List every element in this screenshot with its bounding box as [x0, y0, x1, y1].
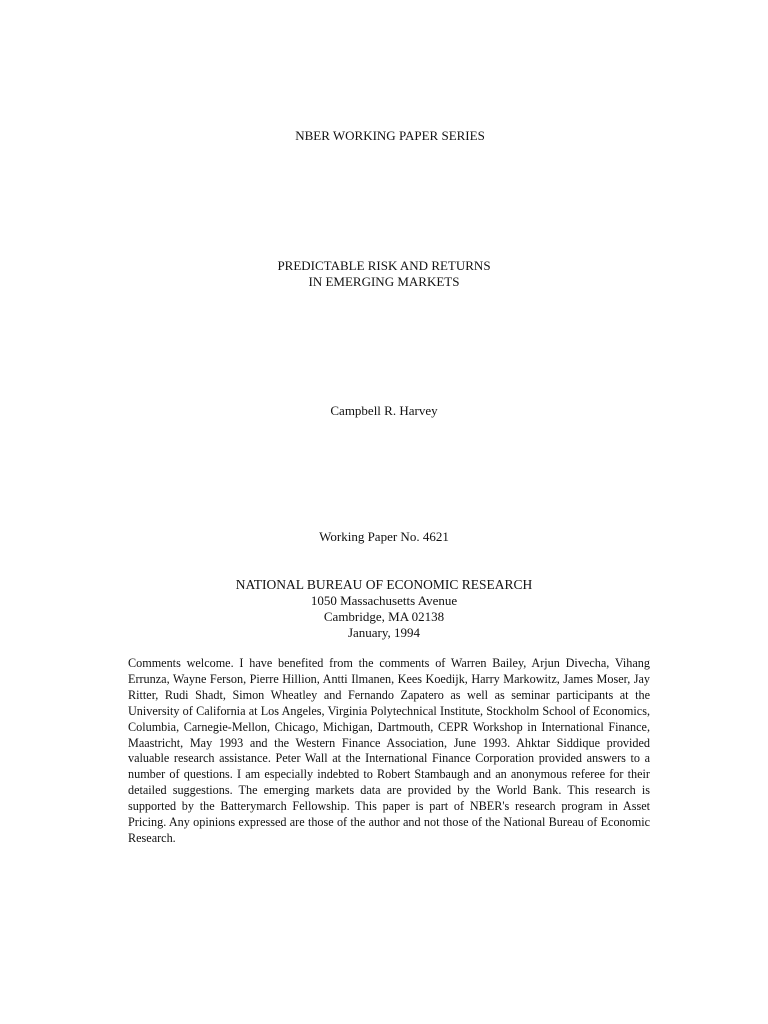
institution-block: [0, 576, 768, 641]
paper-title: [0, 258, 768, 290]
acknowledgement-paragraph: Comments welcome. I have benefited from the comments of Warren Bailey, Arjun Divecha, Vihang Errunza, Wayne Ferson, Pierre Hillion, Antti Ilmanen, Kees Koedijk, Harry Markowitz, James Moser, Jay Ritter, Rudi Shadt, Simon Wheatley and Fernando Zapatero as well as seminar participants at the University of California at Los Angeles, Virginia Polytechnical Institute, Stockholm School of Economics, Columbia, Carnegie-Mellon, Chicago, Michigan, Dartmouth, CEPR Workshop in International Finance, Maastricht, May 1993 and the Western Finance Association, June 1993. Ahktar Siddique provided valuable research assistance. Peter Wall at the International Finance Corporation provided answers to a number of questions. I am especially indebted to Robert Stambaugh and an anonymous referee for their detailed suggestions. The emerging markets data are provided by the World Bank. This research is supported by the Batterymarch Fellowship. This paper is part of NBER's research program in Asset Pricing. Any opinions expressed are those of the author and not those of the National Bureau of Economic Research.: [128, 656, 650, 845]
author-name: Campbell R. Harvey: [330, 403, 438, 418]
working-paper-number: Working Paper No. 4621: [319, 529, 449, 544]
working-paper-series-heading: NBER WORKING PAPER SERIES: [295, 128, 485, 143]
paper-title-line-1: PREDICTABLE RISK AND RETURNS: [277, 258, 491, 273]
institution-name: NATIONAL BUREAU OF ECONOMIC RESEARCH: [235, 577, 533, 592]
publication-date: January, 1994: [347, 625, 421, 640]
institution-street: 1050 Massachusetts Avenue: [310, 593, 458, 608]
institution-city: Cambridge, MA 02138: [323, 609, 445, 624]
paper-title-line-2: IN EMERGING MARKETS: [308, 274, 460, 289]
